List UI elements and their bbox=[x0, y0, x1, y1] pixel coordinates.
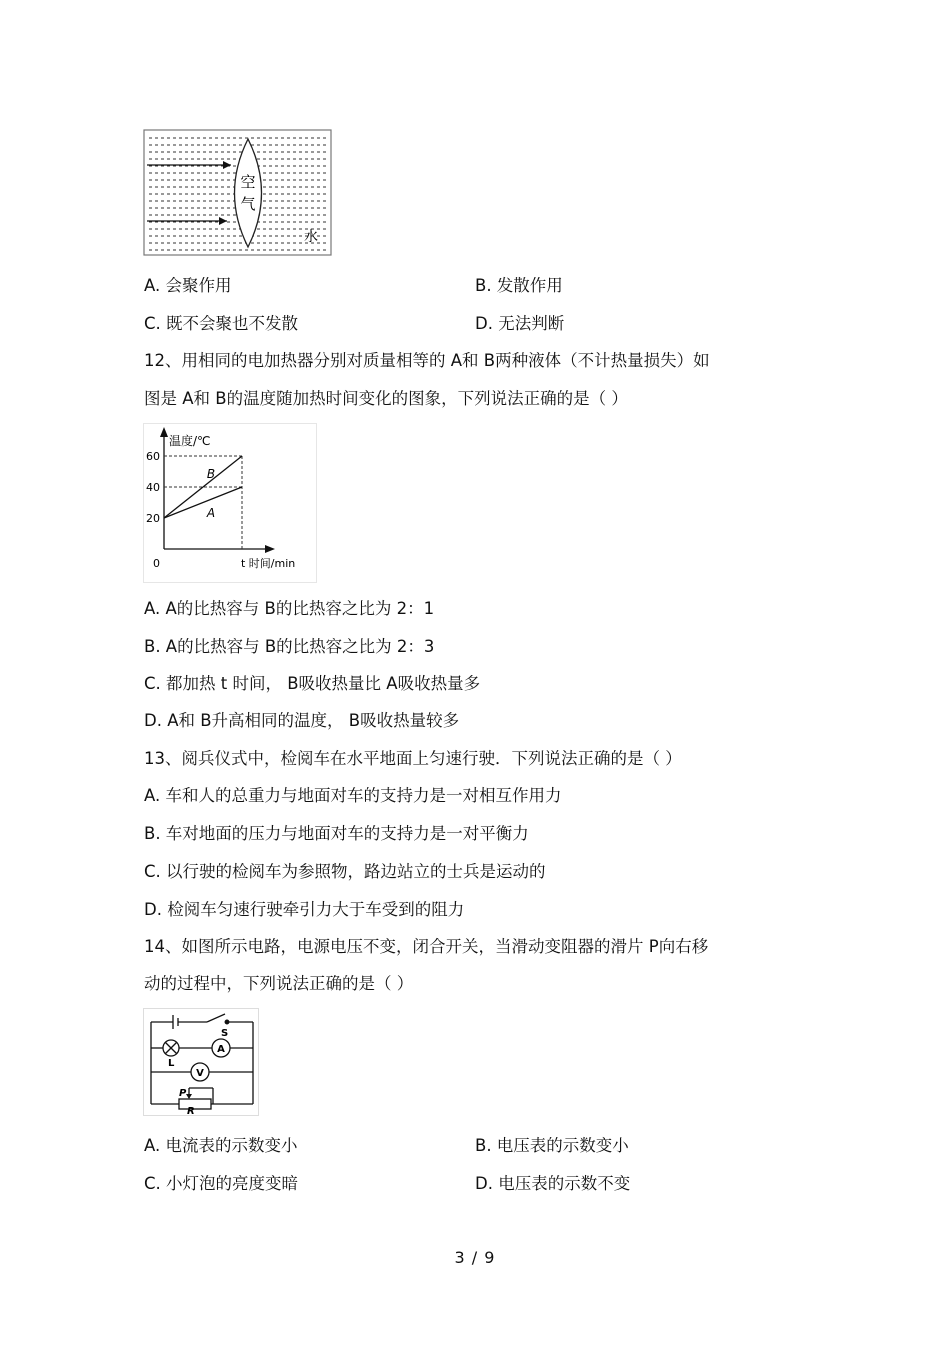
q14-circuit-figure bbox=[143, 1008, 259, 1116]
lamp-label: L bbox=[168, 1058, 175, 1069]
q12-option-d: D. A和 B升高相同的温度， B吸收热量较多 bbox=[144, 711, 460, 730]
temperature-time-chart bbox=[143, 423, 317, 583]
y-axis-label: 温度/℃ bbox=[169, 434, 211, 448]
x-axis-label: t 时间/min bbox=[241, 557, 296, 570]
switch-label: S bbox=[221, 1028, 229, 1039]
q13-option-c: C. 以行驶的检阅车为参照物，路边站立的士兵是运动的 bbox=[144, 862, 546, 881]
ammeter-label: A bbox=[217, 1044, 225, 1055]
q12-option-a: A. A的比热容与 B的比热容之比为 2：1 bbox=[144, 599, 435, 618]
voltmeter-label: V bbox=[196, 1068, 204, 1079]
rheostat-label: R bbox=[187, 1106, 195, 1116]
q14-option-d: D. 电压表的示数不变 bbox=[475, 1174, 631, 1193]
q13-option-d: D. 检阅车匀速行驶牵引力大于车受到的阻力 bbox=[144, 900, 465, 919]
q14-stem-line1: 14、如图所示电路，电源电压不变，闭合开关，当滑动变阻器的滑片 P向右移 bbox=[144, 937, 709, 956]
slider-label: P bbox=[179, 1088, 187, 1099]
q11-lens-figure bbox=[143, 129, 333, 257]
circuit-diagram bbox=[143, 1008, 259, 1116]
q13-option-a: A. 车和人的总重力与地面对车的支持力是一对相互作用力 bbox=[144, 786, 562, 805]
q13-option-b: B. 车对地面的压力与地面对车的支持力是一对平衡力 bbox=[144, 824, 529, 843]
label-water: 水 bbox=[304, 229, 318, 245]
q12-option-b: B. A的比热容与 B的比热容之比为 2：3 bbox=[144, 637, 435, 656]
lens-diagram bbox=[143, 129, 333, 257]
q11-option-a: A. 会聚作用 bbox=[144, 276, 232, 295]
q14-stem-line2: 动的过程中，下列说法正确的是（ ） bbox=[144, 974, 414, 993]
series-label-A: A bbox=[206, 505, 216, 520]
q12-stem-line1: 12、用相同的电加热器分别对质量相等的 A和 B两种液体（不计热量损失）如 bbox=[144, 351, 710, 370]
q12-option-c: C. 都加热 t 时间， B吸收热量比 A吸收热量多 bbox=[144, 674, 481, 693]
y-tick-label: 40 bbox=[146, 481, 160, 494]
label-air-bottom: 气 bbox=[240, 195, 256, 213]
y-tick-label: 60 bbox=[146, 450, 160, 463]
q11-option-c: C. 既不会聚也不发散 bbox=[144, 314, 299, 333]
q12-chart-figure bbox=[143, 423, 317, 583]
q14-option-b: B. 电压表的示数变小 bbox=[475, 1136, 629, 1155]
q11-option-b: B. 发散作用 bbox=[475, 276, 563, 295]
series-label-B: B bbox=[206, 466, 216, 481]
q13-stem: 13、阅兵仪式中，检阅车在水平地面上匀速行驶．下列说法正确的是（ ） bbox=[144, 749, 682, 768]
label-air-top: 空 bbox=[240, 173, 256, 191]
q12-stem-line2: 图是 A和 B的温度随加热时间变化的图象，下列说法正确的是（ ） bbox=[144, 389, 628, 408]
q14-option-c: C. 小灯泡的亮度变暗 bbox=[144, 1174, 299, 1193]
y-tick-label: 20 bbox=[146, 512, 160, 525]
q14-option-a: A. 电流表的示数变小 bbox=[144, 1136, 298, 1155]
origin-label: 0 bbox=[153, 557, 160, 570]
q11-option-d: D. 无法判断 bbox=[475, 314, 565, 333]
page-number: 3 / 9 bbox=[454, 1248, 496, 1267]
